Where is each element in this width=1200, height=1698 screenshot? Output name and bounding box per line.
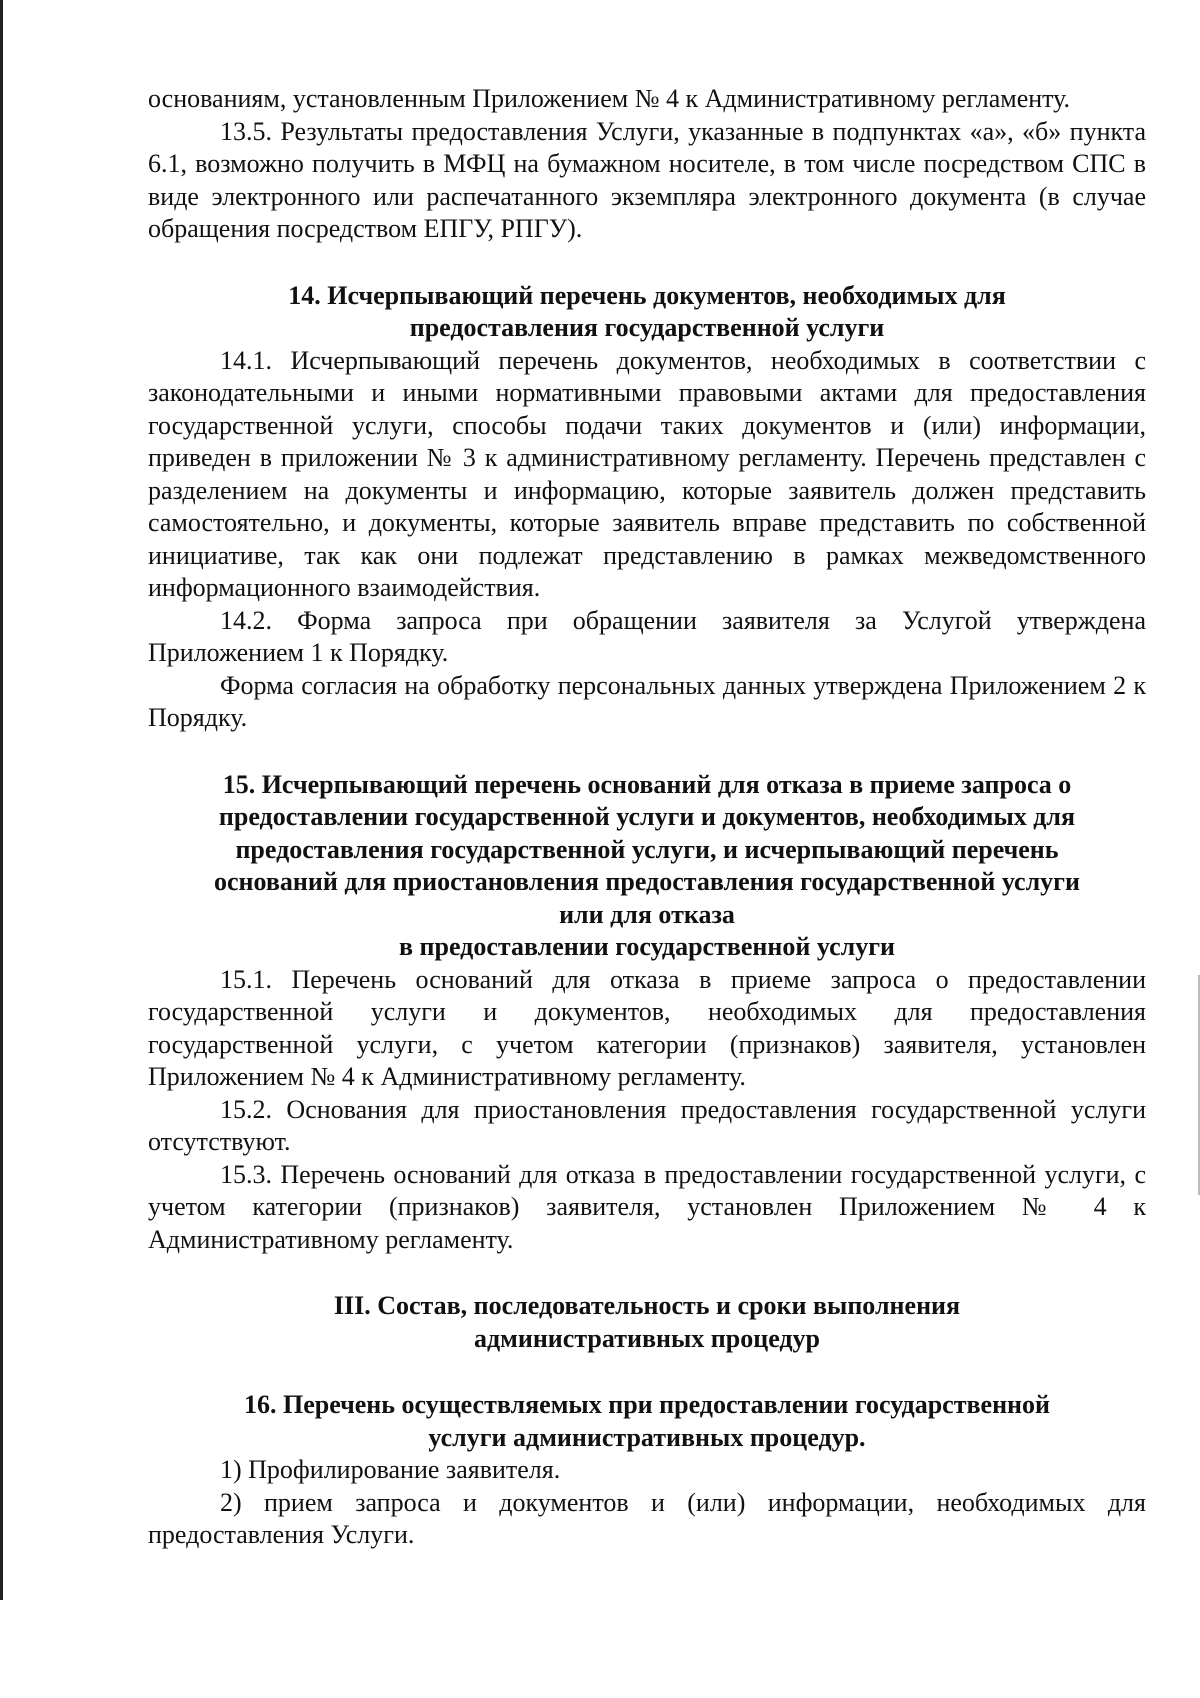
heading-section-15-line2: предоставлении государственной услуги и документов, необходимых для	[218, 802, 1076, 831]
heading-chapter-3-line2: административных процедур	[473, 1323, 821, 1353]
heading-section-14-line1: 14. Исчерпывающий перечень документов, необходимых для	[288, 280, 1006, 310]
heading-section-14	[148, 280, 1146, 345]
paragraph-13-5: 13.5. Результаты предоставления Услуги, указанные в подпунктах «а», «б» пункта 6.1, возможно получить в МФЦ на бумажном носителе, в том числе посредством СПС в виде электронного или распечатанного экземпляра электронного документа (в случае обращения посредством ЕПГУ, РПГУ).	[148, 116, 1146, 243]
paragraph-15-1: 15.1. Перечень оснований для отказа в приеме запроса о предоставлении государственной услуги и документов, необходимых для предоставления государственной услуги, с учетом категории (признаков) заявителя, установлен Приложением № 4 к Административному регламенту.	[148, 964, 1146, 1091]
heading-chapter-3-line1: III. Состав, последовательность и сроки выполнения	[333, 1291, 961, 1320]
paragraph-14-1: 14.1. Исчерпывающий перечень документов, необходимых в соответствии с законодательными и иными нормативными правовыми актами для предоставления государственной услуги, способы подачи таких документов и (или) информации, приведен в приложении № 3 к административному регламенту. Перечень представлен с разделением на документы и информацию, которые заявитель должен представить самостоятельно, и документы, которые заявитель вправе представить по собственной инициативе, так как они подлежат представлению в рамках межведомственного информационного взаимодействия.	[148, 345, 1146, 602]
paragraph-14-2: 14.2. Форма запроса при обращении заявителя за Услугой утверждена Приложением 1 к Порядку.	[148, 605, 1146, 667]
list-item-2: 2) прием запроса и документов и (или) информации, необходимых для предоставления Услуги.	[148, 1487, 1146, 1549]
heading-section-16-line2: услуги административных процедур.	[428, 1422, 866, 1452]
heading-section-16-line1: 16. Перечень осуществляемых при предоставлении государственной	[243, 1390, 1051, 1419]
heading-section-15-line5: или для отказа	[559, 899, 735, 929]
heading-section-15-line3: предоставления государственной услуги, и исчерпывающий перечень	[235, 834, 1059, 864]
heading-section-15	[148, 769, 1146, 964]
scan-edge-left	[0, 0, 3, 1600]
paragraph-15-3: 15.3. Перечень оснований для отказа в предоставлении государственной услуги, с учетом категории (признаков) заявителя, установлен Приложением № 4 к Административному регламенту.	[148, 1159, 1146, 1254]
paragraph-14-2-consent: Форма согласия на обработку персональных данных утверждена Приложением 2 к Порядку.	[148, 670, 1146, 732]
heading-section-14-line2: предоставления государственной услуги	[409, 313, 885, 342]
paragraph-15-2: 15.2. Основания для приостановления предоставления государственной услуги отсутствуют.	[148, 1094, 1146, 1156]
list-item-1: 1) Профилирование заявителя.	[220, 1455, 561, 1484]
heading-section-15-line6: в предоставлении государственной услуги	[398, 932, 895, 961]
heading-section-15-line4: оснований для приостановления предоставления государственной услуги	[214, 867, 1080, 896]
heading-chapter-3	[148, 1290, 1146, 1355]
document-page	[148, 83, 1146, 1552]
heading-section-15-line1: 15. Исчерпывающий перечень оснований для отказа в приеме запроса о	[222, 769, 1072, 799]
heading-section-16	[148, 1389, 1146, 1454]
paragraph-intro: основаниям, установленным Приложением № 4 к Административному регламенту.	[148, 84, 1071, 113]
